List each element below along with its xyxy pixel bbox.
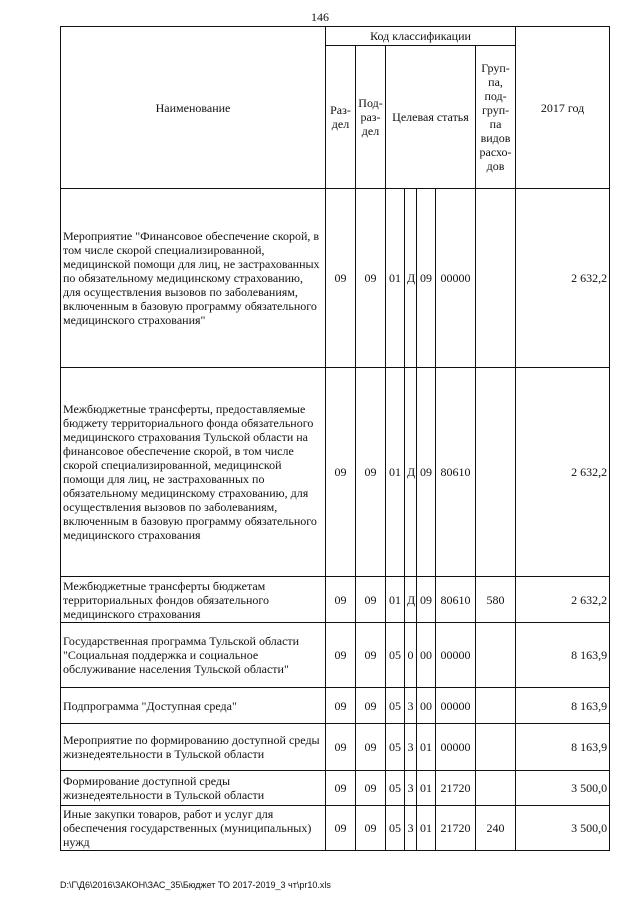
cell-razdel: 09	[326, 724, 356, 771]
cell-cs3: 00	[417, 623, 436, 688]
cell-podrazdel: 09	[356, 623, 386, 688]
header-code: Код классификации	[326, 27, 516, 46]
cell-cs4: 00000	[436, 189, 476, 368]
cell-cs1: 05	[386, 724, 405, 771]
cell-name: Государственная программа Тульской области "Социальная поддержка и социальное обслуживание населения Тульской области"	[61, 623, 326, 688]
cell-name: Формирование доступной среды жизнедеятельности в Тульской области	[61, 771, 326, 806]
cell-vr	[476, 688, 516, 724]
header-group: Груп- па, под- груп- па видов расхо- дов	[476, 46, 516, 189]
cell-cs3: 01	[417, 771, 436, 806]
table-row	[61, 623, 610, 688]
cell-cs3: 09	[417, 577, 436, 623]
cell-amount: 3 500,0	[516, 771, 610, 806]
cell-cs3: 09	[417, 189, 436, 368]
cell-razdel: 09	[326, 577, 356, 623]
table-row	[61, 189, 610, 368]
header-subsection: Под- раз- дел	[356, 46, 386, 189]
cell-cs4: 00000	[436, 724, 476, 771]
cell-cs3: 01	[417, 724, 436, 771]
cell-podrazdel: 09	[356, 771, 386, 806]
cell-cs4: 00000	[436, 688, 476, 724]
cell-vr: 240	[476, 806, 516, 851]
cell-podrazdel: 09	[356, 577, 386, 623]
page-number: 146	[311, 10, 329, 24]
cell-name: Межбюджетные трансферты, предоставляемые бюджету территориального фонда обязательного медицинского страхования Тульской области на финансовое обеспечение скорой, в том числе скорой специализированной, медицинской помощи для лиц, не застрахованных по обязательному медицинскому страхованию, для осуществления вызовов по заболеваниям, включенным в базовую программу обязательного медицинского страхования	[61, 368, 326, 577]
cell-cs3: 00	[417, 688, 436, 724]
cell-cs2: Д	[405, 189, 417, 368]
cell-vr	[476, 189, 516, 368]
cell-vr	[476, 623, 516, 688]
cell-cs2: 3	[405, 724, 417, 771]
header-target: Целевая статья	[386, 46, 476, 188]
cell-podrazdel: 09	[356, 189, 386, 368]
cell-name: Мероприятие по формированию доступной среды жизнедеятельности в Тульской области	[61, 724, 326, 771]
cell-cs4: 80610	[436, 368, 476, 577]
cell-cs2: 3	[405, 688, 417, 724]
cell-razdel: 09	[326, 368, 356, 577]
header-year: 2017 год	[516, 27, 610, 189]
cell-vr: 580	[476, 577, 516, 623]
table-row	[61, 577, 610, 623]
cell-razdel: 09	[326, 189, 356, 368]
cell-name: Подпрограмма "Доступная среда"	[61, 688, 326, 724]
cell-amount: 3 500,0	[516, 806, 610, 851]
budget-table	[60, 26, 610, 851]
cell-cs1: 01	[386, 368, 405, 577]
cell-cs4: 21720	[436, 771, 476, 806]
cell-cs1: 01	[386, 189, 405, 368]
cell-cs1: 05	[386, 688, 405, 724]
cell-amount: 8 163,9	[516, 724, 610, 771]
cell-cs1: 05	[386, 806, 405, 851]
cell-cs2: 3	[405, 806, 417, 851]
table-row	[61, 688, 610, 724]
cell-amount: 8 163,9	[516, 623, 610, 688]
cell-cs3: 01	[417, 806, 436, 851]
cell-cs2: 3	[405, 771, 417, 806]
cell-podrazdel: 09	[356, 368, 386, 577]
cell-cs2: Д	[405, 368, 417, 577]
header-name: Наименование	[61, 27, 326, 189]
cell-vr	[476, 724, 516, 771]
cell-cs2: 0	[405, 623, 417, 688]
cell-razdel: 09	[326, 688, 356, 724]
cell-cs2: Д	[405, 577, 417, 623]
header-row-top	[61, 27, 610, 46]
cell-podrazdel: 09	[356, 724, 386, 771]
table-row	[61, 724, 610, 771]
cell-razdel: 09	[326, 771, 356, 806]
cell-cs1: 01	[386, 577, 405, 623]
cell-vr	[476, 771, 516, 806]
header-section: Раз- дел	[326, 46, 356, 189]
cell-razdel: 09	[326, 806, 356, 851]
cell-vr	[476, 368, 516, 577]
cell-name: Иные закупки товаров, работ и услуг для обеспечения государственных (муниципальных) нужд	[61, 806, 326, 851]
cell-amount: 2 632,2	[516, 577, 610, 623]
cell-cs3: 09	[417, 368, 436, 577]
cell-cs1: 05	[386, 623, 405, 688]
cell-amount: 2 632,2	[516, 189, 610, 368]
cell-name: Мероприятие "Финансовое обеспечение скорой, в том числе скорой специализированной, медицинской помощи для лиц, не застрахованных по обязательному медицинскому страхованию, для осуществления вызовов по заболеваниям, включенным в базовую программу обязательного медицинского страхования"	[61, 189, 326, 368]
cell-cs4: 80610	[436, 577, 476, 623]
cell-amount: 2 632,2	[516, 368, 610, 577]
cell-amount: 8 163,9	[516, 688, 610, 724]
cell-cs4: 21720	[436, 806, 476, 851]
cell-cs4: 00000	[436, 623, 476, 688]
file-path-footer: D:\Г\Д6\2016\ЗАКОН\ЗАС_35\Бюджет ТО 2017-2019_3 чт\pr10.xls	[60, 880, 331, 890]
table-row	[61, 806, 610, 851]
cell-razdel: 09	[326, 623, 356, 688]
table-row	[61, 771, 610, 806]
cell-cs1: 05	[386, 771, 405, 806]
cell-podrazdel: 09	[356, 806, 386, 851]
cell-podrazdel: 09	[356, 688, 386, 724]
table-row	[61, 368, 610, 577]
cell-name: Межбюджетные трансферты бюджетам территориальных фондов обязательного медицинского страхования	[61, 577, 326, 623]
